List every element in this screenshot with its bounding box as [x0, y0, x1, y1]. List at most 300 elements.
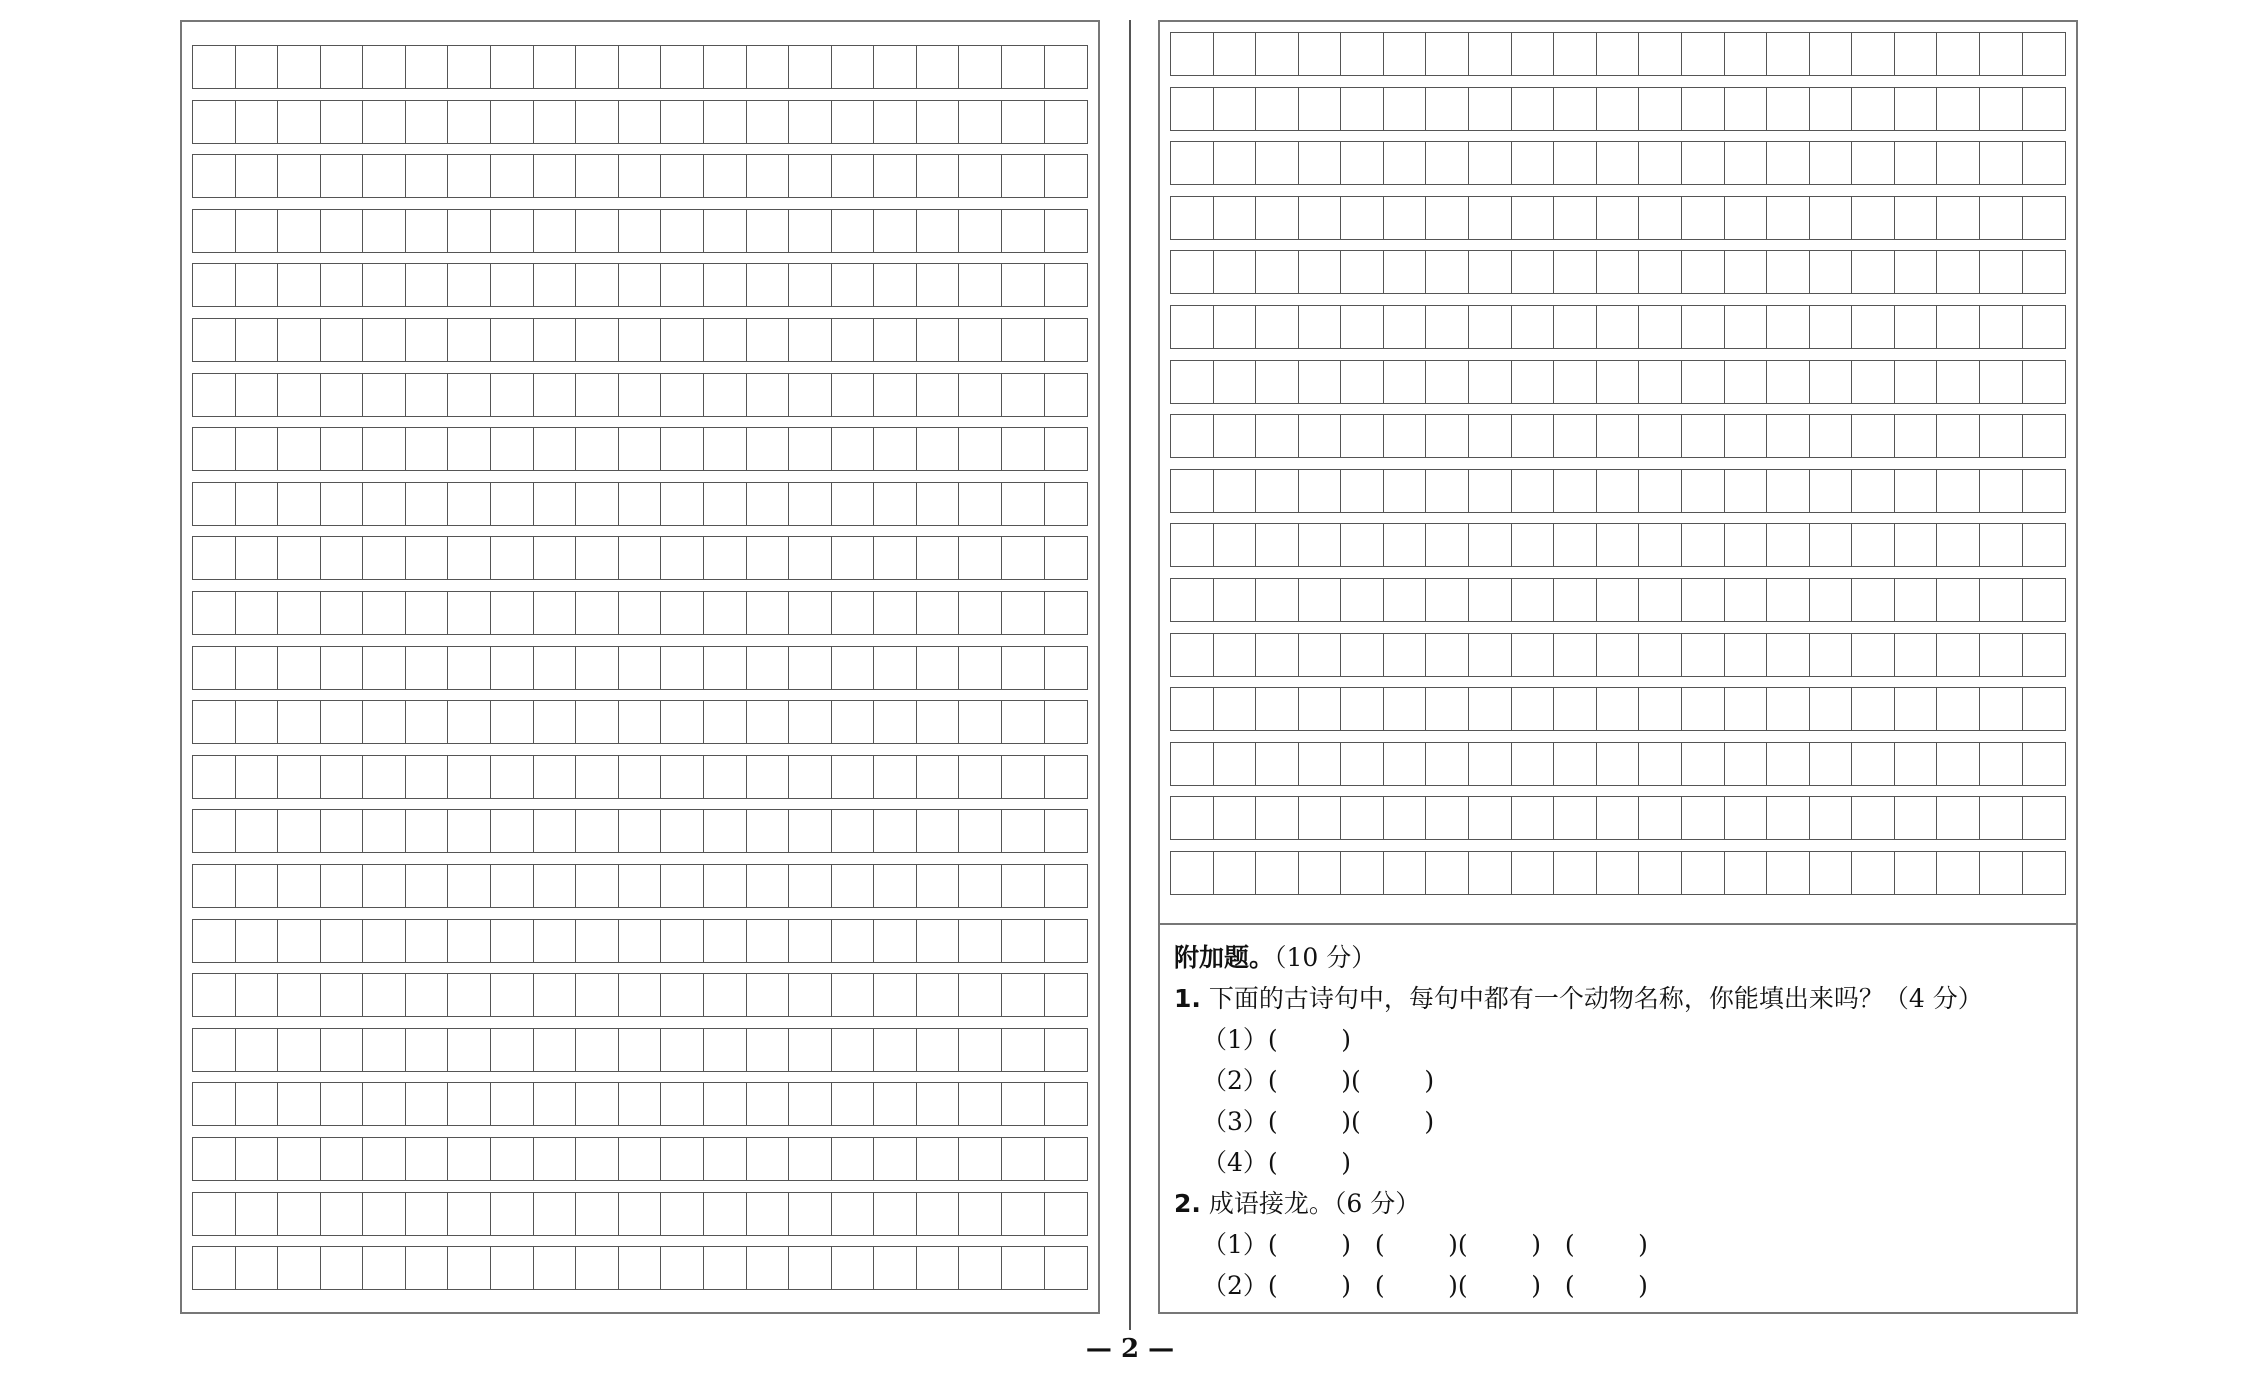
grid-cell[interactable]	[1852, 415, 1895, 457]
grid-cell[interactable]	[619, 1247, 662, 1289]
grid-cell[interactable]	[534, 264, 577, 306]
grid-cell[interactable]	[1810, 197, 1853, 239]
grid-cell[interactable]	[1639, 306, 1682, 348]
grid-cell[interactable]	[1554, 415, 1597, 457]
grid-cell[interactable]	[1682, 634, 1725, 676]
grid-cell[interactable]	[661, 1247, 704, 1289]
grid-cell[interactable]	[704, 920, 747, 962]
grid-cell[interactable]	[1426, 306, 1469, 348]
grid-cell[interactable]	[619, 756, 662, 798]
grid-cell[interactable]	[619, 155, 662, 197]
grid-cell[interactable]	[619, 428, 662, 470]
grid-cell[interactable]	[1725, 852, 1768, 894]
grid-cell[interactable]	[1002, 974, 1045, 1016]
grid-cell[interactable]	[1469, 524, 1512, 566]
grid-cell[interactable]	[576, 1029, 619, 1071]
grid-cell[interactable]	[832, 647, 875, 689]
grid-cell[interactable]	[1725, 33, 1768, 75]
grid-cell[interactable]	[1767, 33, 1810, 75]
grid-cell[interactable]	[1002, 483, 1045, 525]
grid-cell[interactable]	[1937, 797, 1980, 839]
grid-cell[interactable]	[2023, 251, 2066, 293]
grid-cell[interactable]	[661, 537, 704, 579]
grid-cell[interactable]	[1725, 142, 1768, 184]
grid-cell[interactable]	[747, 46, 790, 88]
grid-cell[interactable]	[1341, 415, 1384, 457]
grid-cell[interactable]	[1214, 142, 1257, 184]
grid-cell[interactable]	[1810, 361, 1853, 403]
grid-cell[interactable]	[1256, 688, 1299, 730]
grid-cell[interactable]	[832, 1247, 875, 1289]
grid-cell[interactable]	[1045, 374, 1088, 416]
grid-cell[interactable]	[406, 1193, 449, 1235]
grid-cell[interactable]	[917, 865, 960, 907]
grid-cell[interactable]	[1512, 524, 1555, 566]
grid-cell[interactable]	[1299, 142, 1342, 184]
grid-cell[interactable]	[747, 756, 790, 798]
grid-cell[interactable]	[704, 1138, 747, 1180]
grid-cell[interactable]	[448, 46, 491, 88]
grid-cell[interactable]	[832, 592, 875, 634]
grid-cell[interactable]	[576, 810, 619, 852]
grid-cell[interactable]	[1214, 415, 1257, 457]
grid-cell[interactable]	[406, 264, 449, 306]
grid-cell[interactable]	[789, 46, 832, 88]
grid-cell[interactable]	[576, 592, 619, 634]
grid-cell[interactable]	[1045, 810, 1088, 852]
grid-cell[interactable]	[1639, 797, 1682, 839]
grid-cell[interactable]	[534, 592, 577, 634]
grid-cell[interactable]	[448, 1138, 491, 1180]
grid-cell[interactable]	[959, 920, 1002, 962]
grid-cell[interactable]	[747, 483, 790, 525]
grid-cell[interactable]	[1980, 579, 2023, 621]
grid-cell[interactable]	[1810, 524, 1853, 566]
grid-cell[interactable]	[491, 1193, 534, 1235]
grid-cell[interactable]	[874, 46, 917, 88]
grid-cell[interactable]	[2023, 306, 2066, 348]
grid-cell[interactable]	[1980, 142, 2023, 184]
grid-cell[interactable]	[576, 101, 619, 143]
grid-cell[interactable]	[832, 756, 875, 798]
grid-cell[interactable]	[1895, 852, 1938, 894]
grid-cell[interactable]	[1426, 470, 1469, 512]
grid-cell[interactable]	[1597, 524, 1640, 566]
grid-cell[interactable]	[1299, 852, 1342, 894]
grid-cell[interactable]	[1682, 797, 1725, 839]
grid-cell[interactable]	[321, 46, 364, 88]
grid-cell[interactable]	[832, 1193, 875, 1235]
grid-cell[interactable]	[1299, 306, 1342, 348]
grid-cell[interactable]	[917, 1029, 960, 1071]
grid-cell[interactable]	[747, 428, 790, 470]
grid-cell[interactable]	[619, 1138, 662, 1180]
grid-cell[interactable]	[321, 537, 364, 579]
grid-cell[interactable]	[1937, 251, 1980, 293]
question-1-answer-1[interactable]: （1）( )	[1202, 1025, 1351, 1054]
grid-cell[interactable]	[1767, 634, 1810, 676]
grid-cell[interactable]	[1045, 756, 1088, 798]
grid-cell[interactable]	[1384, 33, 1427, 75]
grid-cell[interactable]	[1512, 688, 1555, 730]
grid-cell[interactable]	[448, 974, 491, 1016]
grid-cell[interactable]	[576, 1193, 619, 1235]
grid-cell[interactable]	[1299, 33, 1342, 75]
grid-cell[interactable]	[1639, 524, 1682, 566]
grid-cell[interactable]	[236, 1083, 279, 1125]
grid-cell[interactable]	[1980, 743, 2023, 785]
grid-cell[interactable]	[1002, 647, 1045, 689]
grid-cell[interactable]	[1980, 524, 2023, 566]
grid-cell[interactable]	[1767, 743, 1810, 785]
grid-cell[interactable]	[1937, 197, 1980, 239]
grid-cell[interactable]	[321, 210, 364, 252]
grid-cell[interactable]	[704, 756, 747, 798]
grid-cell[interactable]	[1384, 524, 1427, 566]
grid-cell[interactable]	[1469, 634, 1512, 676]
grid-cell[interactable]	[1469, 88, 1512, 130]
grid-cell[interactable]	[1682, 33, 1725, 75]
grid-cell[interactable]	[619, 101, 662, 143]
grid-cell[interactable]	[747, 155, 790, 197]
grid-cell[interactable]	[1682, 306, 1725, 348]
grid-cell[interactable]	[363, 756, 406, 798]
grid-cell[interactable]	[576, 865, 619, 907]
grid-cell[interactable]	[1852, 743, 1895, 785]
grid-cell[interactable]	[406, 101, 449, 143]
grid-cell[interactable]	[1214, 688, 1257, 730]
grid-cell[interactable]	[704, 264, 747, 306]
grid-cell[interactable]	[1341, 88, 1384, 130]
grid-cell[interactable]	[576, 264, 619, 306]
grid-cell[interactable]	[321, 1138, 364, 1180]
grid-cell[interactable]	[832, 101, 875, 143]
grid-cell[interactable]	[619, 974, 662, 1016]
grid-cell[interactable]	[491, 647, 534, 689]
grid-cell[interactable]	[278, 920, 321, 962]
grid-cell[interactable]	[1426, 415, 1469, 457]
grid-cell[interactable]	[321, 920, 364, 962]
grid-cell[interactable]	[1937, 688, 1980, 730]
grid-cell[interactable]	[1002, 1247, 1045, 1289]
grid-cell[interactable]	[1384, 688, 1427, 730]
grid-cell[interactable]	[959, 647, 1002, 689]
grid-cell[interactable]	[534, 865, 577, 907]
grid-cell[interactable]	[1469, 579, 1512, 621]
grid-cell[interactable]	[1299, 197, 1342, 239]
grid-cell[interactable]	[1045, 920, 1088, 962]
grid-cell[interactable]	[1682, 361, 1725, 403]
grid-cell[interactable]	[747, 101, 790, 143]
grid-cell[interactable]	[406, 701, 449, 743]
question-1-answer-3[interactable]: （3）( )( )	[1202, 1107, 1435, 1136]
grid-cell[interactable]	[1469, 197, 1512, 239]
grid-cell[interactable]	[917, 920, 960, 962]
grid-cell[interactable]	[1895, 470, 1938, 512]
grid-cell[interactable]	[1256, 415, 1299, 457]
grid-cell[interactable]	[1597, 197, 1640, 239]
grid-cell[interactable]	[236, 264, 279, 306]
grid-cell[interactable]	[661, 865, 704, 907]
grid-cell[interactable]	[448, 756, 491, 798]
grid-cell[interactable]	[448, 210, 491, 252]
grid-cell[interactable]	[1002, 592, 1045, 634]
grid-cell[interactable]	[1002, 428, 1045, 470]
grid-cell[interactable]	[789, 264, 832, 306]
grid-cell[interactable]	[1512, 197, 1555, 239]
grid-cell[interactable]	[1045, 974, 1088, 1016]
grid-cell[interactable]	[576, 1083, 619, 1125]
grid-cell[interactable]	[1810, 797, 1853, 839]
grid-cell[interactable]	[832, 701, 875, 743]
grid-cell[interactable]	[193, 701, 236, 743]
grid-cell[interactable]	[917, 428, 960, 470]
grid-cell[interactable]	[661, 101, 704, 143]
grid-cell[interactable]	[1937, 142, 1980, 184]
grid-cell[interactable]	[491, 756, 534, 798]
grid-cell[interactable]	[832, 428, 875, 470]
grid-cell[interactable]	[959, 101, 1002, 143]
grid-cell[interactable]	[1256, 142, 1299, 184]
grid-cell[interactable]	[1341, 251, 1384, 293]
grid-cell[interactable]	[704, 1083, 747, 1125]
grid-cell[interactable]	[236, 974, 279, 1016]
grid-cell[interactable]	[2023, 579, 2066, 621]
grid-cell[interactable]	[959, 1247, 1002, 1289]
grid-cell[interactable]	[1002, 319, 1045, 361]
grid-cell[interactable]	[1256, 852, 1299, 894]
grid-cell[interactable]	[959, 1138, 1002, 1180]
grid-cell[interactable]	[236, 537, 279, 579]
grid-cell[interactable]	[534, 537, 577, 579]
grid-cell[interactable]	[661, 647, 704, 689]
grid-cell[interactable]	[1426, 524, 1469, 566]
grid-cell[interactable]	[619, 592, 662, 634]
grid-cell[interactable]	[236, 428, 279, 470]
grid-cell[interactable]	[789, 647, 832, 689]
grid-cell[interactable]	[448, 319, 491, 361]
grid-cell[interactable]	[619, 264, 662, 306]
grid-cell[interactable]	[747, 374, 790, 416]
grid-cell[interactable]	[278, 865, 321, 907]
grid-cell[interactable]	[1980, 306, 2023, 348]
grid-cell[interactable]	[2023, 852, 2066, 894]
grid-cell[interactable]	[1725, 524, 1768, 566]
grid-cell[interactable]	[1299, 524, 1342, 566]
grid-cell[interactable]	[193, 756, 236, 798]
grid-cell[interactable]	[1299, 797, 1342, 839]
grid-cell[interactable]	[917, 155, 960, 197]
grid-cell[interactable]	[2023, 688, 2066, 730]
grid-cell[interactable]	[576, 974, 619, 1016]
grid-cell[interactable]	[1469, 306, 1512, 348]
grid-cell[interactable]	[406, 920, 449, 962]
grid-cell[interactable]	[1171, 852, 1214, 894]
grid-cell[interactable]	[1639, 743, 1682, 785]
grid-cell[interactable]	[321, 1083, 364, 1125]
grid-cell[interactable]	[1256, 524, 1299, 566]
grid-cell[interactable]	[448, 428, 491, 470]
grid-cell[interactable]	[1171, 361, 1214, 403]
grid-cell[interactable]	[534, 428, 577, 470]
grid-cell[interactable]	[236, 920, 279, 962]
grid-cell[interactable]	[1045, 101, 1088, 143]
grid-cell[interactable]	[278, 647, 321, 689]
grid-cell[interactable]	[491, 46, 534, 88]
grid-cell[interactable]	[1725, 251, 1768, 293]
grid-cell[interactable]	[1937, 415, 1980, 457]
grid-cell[interactable]	[661, 210, 704, 252]
grid-cell[interactable]	[1002, 1138, 1045, 1180]
grid-cell[interactable]	[321, 428, 364, 470]
grid-cell[interactable]	[747, 264, 790, 306]
grid-cell[interactable]	[789, 1029, 832, 1071]
grid-cell[interactable]	[576, 46, 619, 88]
grid-cell[interactable]	[1002, 1083, 1045, 1125]
grid-cell[interactable]	[1256, 634, 1299, 676]
grid-cell[interactable]	[1045, 1083, 1088, 1125]
grid-cell[interactable]	[278, 1193, 321, 1235]
grid-cell[interactable]	[1767, 852, 1810, 894]
grid-cell[interactable]	[1384, 197, 1427, 239]
grid-cell[interactable]	[704, 101, 747, 143]
grid-cell[interactable]	[619, 1029, 662, 1071]
grid-cell[interactable]	[619, 374, 662, 416]
grid-cell[interactable]	[661, 974, 704, 1016]
grid-cell[interactable]	[1469, 142, 1512, 184]
grid-cell[interactable]	[491, 592, 534, 634]
grid-cell[interactable]	[917, 974, 960, 1016]
grid-cell[interactable]	[1045, 1247, 1088, 1289]
grid-cell[interactable]	[874, 210, 917, 252]
grid-cell[interactable]	[1426, 852, 1469, 894]
grid-cell[interactable]	[236, 1138, 279, 1180]
grid-cell[interactable]	[236, 155, 279, 197]
grid-cell[interactable]	[619, 319, 662, 361]
grid-cell[interactable]	[406, 810, 449, 852]
grid-cell[interactable]	[1171, 579, 1214, 621]
grid-cell[interactable]	[661, 592, 704, 634]
grid-cell[interactable]	[491, 810, 534, 852]
grid-cell[interactable]	[1895, 361, 1938, 403]
grid-cell[interactable]	[491, 1083, 534, 1125]
grid-cell[interactable]	[236, 319, 279, 361]
grid-cell[interactable]	[278, 428, 321, 470]
grid-cell[interactable]	[1171, 142, 1214, 184]
grid-cell[interactable]	[1937, 524, 1980, 566]
grid-cell[interactable]	[704, 974, 747, 1016]
grid-cell[interactable]	[236, 210, 279, 252]
grid-cell[interactable]	[917, 1247, 960, 1289]
grid-cell[interactable]	[661, 319, 704, 361]
grid-cell[interactable]	[534, 46, 577, 88]
grid-cell[interactable]	[1597, 470, 1640, 512]
grid-cell[interactable]	[278, 592, 321, 634]
grid-cell[interactable]	[1767, 251, 1810, 293]
grid-cell[interactable]	[917, 483, 960, 525]
grid-cell[interactable]	[917, 1138, 960, 1180]
grid-cell[interactable]	[1384, 88, 1427, 130]
grid-cell[interactable]	[704, 46, 747, 88]
grid-cell[interactable]	[193, 210, 236, 252]
grid-cell[interactable]	[1171, 306, 1214, 348]
grid-cell[interactable]	[236, 756, 279, 798]
grid-cell[interactable]	[1810, 470, 1853, 512]
grid-cell[interactable]	[1045, 701, 1088, 743]
grid-cell[interactable]	[1852, 33, 1895, 75]
grid-cell[interactable]	[832, 537, 875, 579]
grid-cell[interactable]	[1045, 319, 1088, 361]
grid-cell[interactable]	[747, 810, 790, 852]
grid-cell[interactable]	[1045, 537, 1088, 579]
grid-cell[interactable]	[874, 1083, 917, 1125]
grid-cell[interactable]	[1554, 852, 1597, 894]
grid-cell[interactable]	[661, 920, 704, 962]
grid-cell[interactable]	[193, 1083, 236, 1125]
grid-cell[interactable]	[491, 210, 534, 252]
grid-cell[interactable]	[1171, 688, 1214, 730]
grid-cell[interactable]	[789, 974, 832, 1016]
grid-cell[interactable]	[278, 264, 321, 306]
grid-cell[interactable]	[789, 155, 832, 197]
grid-cell[interactable]	[704, 537, 747, 579]
grid-cell[interactable]	[406, 865, 449, 907]
grid-cell[interactable]	[1341, 470, 1384, 512]
grid-cell[interactable]	[704, 428, 747, 470]
grid-cell[interactable]	[1554, 88, 1597, 130]
grid-cell[interactable]	[1725, 743, 1768, 785]
grid-cell[interactable]	[704, 810, 747, 852]
grid-cell[interactable]	[874, 483, 917, 525]
grid-cell[interactable]	[1426, 579, 1469, 621]
grid-cell[interactable]	[534, 155, 577, 197]
grid-cell[interactable]	[832, 46, 875, 88]
grid-cell[interactable]	[959, 756, 1002, 798]
grid-cell[interactable]	[1980, 470, 2023, 512]
grid-cell[interactable]	[193, 537, 236, 579]
grid-cell[interactable]	[448, 810, 491, 852]
grid-cell[interactable]	[363, 1083, 406, 1125]
grid-cell[interactable]	[1384, 634, 1427, 676]
grid-cell[interactable]	[1341, 852, 1384, 894]
grid-cell[interactable]	[1852, 251, 1895, 293]
grid-cell[interactable]	[1171, 634, 1214, 676]
grid-cell[interactable]	[619, 483, 662, 525]
grid-cell[interactable]	[448, 264, 491, 306]
grid-cell[interactable]	[1045, 1138, 1088, 1180]
grid-cell[interactable]	[2023, 361, 2066, 403]
grid-cell[interactable]	[917, 264, 960, 306]
grid-cell[interactable]	[236, 46, 279, 88]
grid-cell[interactable]	[1256, 579, 1299, 621]
grid-cell[interactable]	[704, 483, 747, 525]
grid-cell[interactable]	[1895, 197, 1938, 239]
grid-cell[interactable]	[534, 756, 577, 798]
grid-cell[interactable]	[406, 537, 449, 579]
grid-cell[interactable]	[193, 319, 236, 361]
grid-cell[interactable]	[959, 210, 1002, 252]
grid-cell[interactable]	[1554, 361, 1597, 403]
grid-cell[interactable]	[789, 756, 832, 798]
grid-cell[interactable]	[1384, 470, 1427, 512]
grid-cell[interactable]	[832, 374, 875, 416]
grid-cell[interactable]	[1852, 688, 1895, 730]
grid-cell[interactable]	[661, 428, 704, 470]
grid-cell[interactable]	[491, 974, 534, 1016]
grid-cell[interactable]	[832, 865, 875, 907]
grid-cell[interactable]	[406, 1247, 449, 1289]
grid-cell[interactable]	[534, 920, 577, 962]
